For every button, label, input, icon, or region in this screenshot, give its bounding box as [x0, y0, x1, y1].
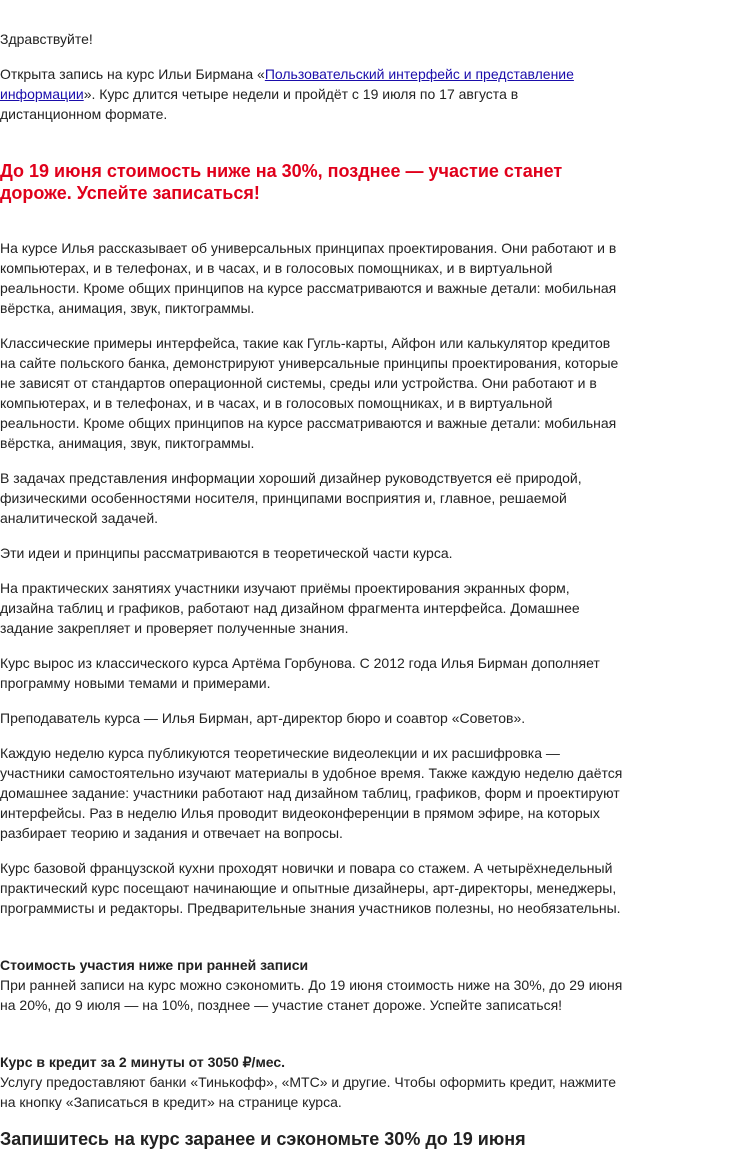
email-body: [0, 29, 625, 1150]
paragraph-examples: Классические примеры интерфейса, такие как Гугль-карты, Айфон или калькулятор кредитов на сайте польского банка, демонстрируют универсальные принципы проектирования, которые не зависят от стандартов операционной системы, среды или устройства. Они работают и в компьютерах, и в телефонах, и в часах, и в голосовых помощниках, и в виртуальной реальности. Кроме общих принципов на курсе рассматриваются и важные детали: мобильная вёрстка, анимация, звук, пиктограммы.: [0, 335, 619, 451]
credit-text: Услугу предоставляют банки «Тинькофф», «МТС» и другие. Чтобы оформить кредит, нажмите на кнопку «Записаться в кредит» на странице курса.: [0, 1074, 617, 1110]
paragraph-history: Курс вырос из классического курса Артёма Горбунова. С 2012 года Илья Бирман дополняет программу новыми темами и примерами.: [0, 655, 600, 691]
credit-title: Курс в кредит за 2 минуты от 3050 ₽/мес.: [0, 1054, 286, 1070]
paragraph-audience: Курс базовой французской кухни проходят новички и повара со стажем. А четырёхнедельный практический курс посещают начинающие и опытные дизайнеры, арт-директоры, менеджеры, программисты и редакторы. Предварительные знания участников полезны, но необязательны.: [0, 860, 621, 916]
bottom-heading: Запишитесь на курс заранее и сэкономьте 30% до 19 июня: [0, 1129, 526, 1149]
paragraph-theory: Эти идеи и принципы рассматриваются в теоретической части курса.: [0, 545, 453, 561]
promo-heading: До 19 июня стоимость ниже на 30%, позднее — участие станет дороже. Успейте записаться!: [0, 161, 563, 203]
paragraph-principles: На курсе Илья рассказывает об универсальных принципах проектирования. Они работают и в компьютерах, и в телефонах, и в часах, и в голосовых помощниках, и в виртуальной реальности. Кроме общих принципов на курсе рассматриваются и важные детали: мобильная вёрстка, анимация, звук, пиктограммы.: [0, 240, 617, 316]
paragraph-teacher: Преподаватель курса — Илья Бирман, арт-директор бюро и соавтор «Советов».: [0, 710, 526, 726]
course-link[interactable]: Пользовательский интерфейс и представление информации: [0, 66, 574, 102]
early-price-block: [0, 955, 625, 1015]
intro-paragraph: [0, 64, 590, 124]
credit-block: [0, 1052, 625, 1112]
intro-text-after: ». Курс длится четыре недели и пройдёт с 19 июля по 17 августа в дистанционном формате.: [0, 86, 519, 122]
early-price-text: При ранней записи на курс можно сэкономить. До 19 июня стоимость ниже на 30%, до 29 июня на 20%, до 9 июля — на 10%, позднее — участие станет дороже. Успейте записаться!: [0, 977, 623, 1013]
paragraph-practice: На практических занятиях участники изучают приёмы проектирования экранных форм, дизайна таблиц и графиков, работают над дизайном фрагмента интерфейса. Домашнее задание закрепляет и проверяет полученные знания.: [0, 580, 580, 636]
paragraph-information: В задачах представления информации хороший дизайнер руководствуется её природой, физическими особенностями носителя, принципами восприятия и, главное, решаемой аналитической задачей.: [0, 470, 582, 526]
greeting: Здравствуйте!: [0, 31, 93, 47]
paragraph-format: Каждую неделю курса публикуются теоретические видеолекции и их расшифровка — участники самостоятельно изучают материалы в удобное время. Также каждую неделю даётся домашнее задание: участники работают над дизайном таблиц, графиков, форм и проектируют интерфейсы. Раз в неделю Илья проводит видеоконференции в прямом эфире, на которых разбирает теорию и задания и отвечает на вопросы.: [0, 745, 623, 841]
early-price-title: Стоимость участия ниже при ранней записи: [0, 957, 309, 973]
intro-text-before: Открыта запись на курс Ильи Бирмана «: [0, 66, 265, 82]
